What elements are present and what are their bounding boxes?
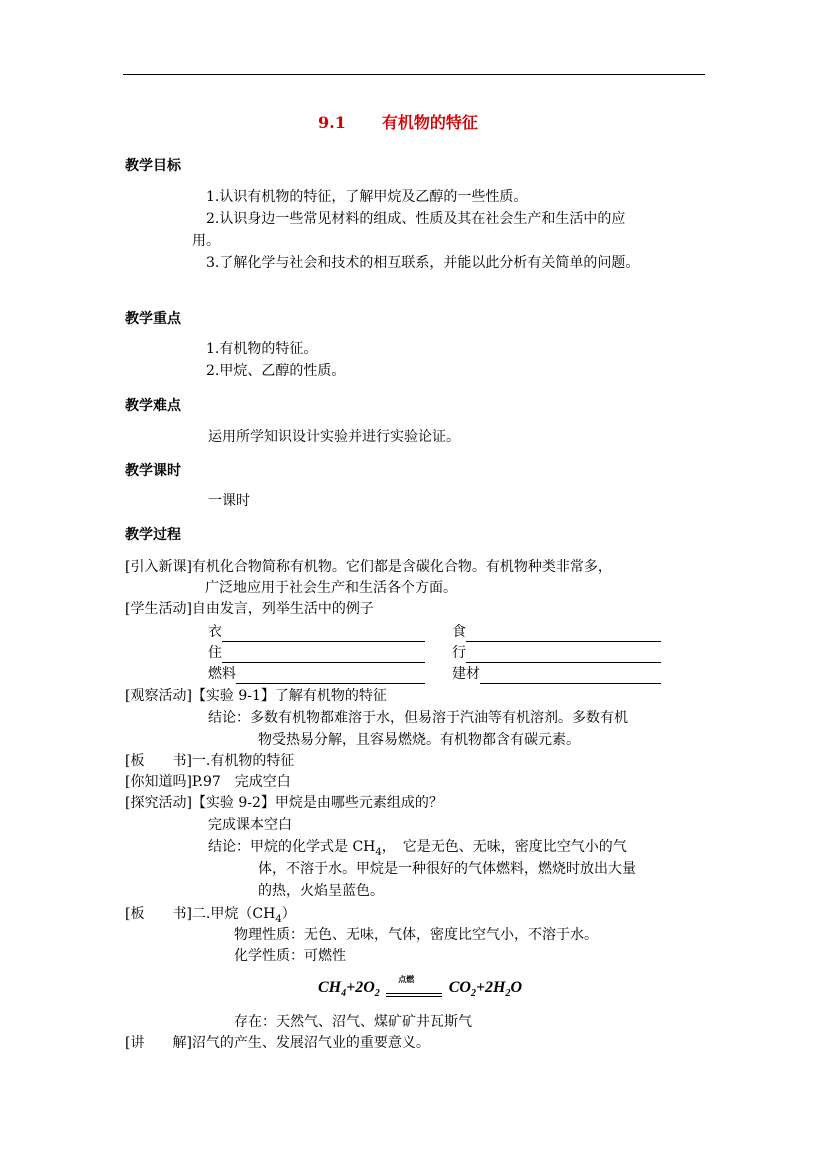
header-rule (123, 74, 705, 75)
difficulties-heading: 教学难点 (125, 398, 181, 414)
did-you-know: [你知道吗]P.97 完成空白 (125, 774, 291, 790)
board-note-1-text: 一.有机物的特征 (191, 753, 295, 769)
equation-lhs-a-sub: 4 (341, 988, 347, 1000)
title-text: 有机物的特征 (381, 113, 478, 132)
blank-food (452, 622, 661, 642)
blank-housing (208, 643, 425, 663)
equation-lhs (318, 979, 380, 1000)
observe-activity: [观察活动]【实验 9-1】了解有机物的特征 (125, 688, 387, 704)
blank-clothing-line (222, 627, 425, 642)
intro-line-2: 广泛地应用于社会生产和生活各个方面。 (205, 580, 457, 596)
blank-building-label: 建材 (452, 666, 480, 682)
blank-housing-label: 住 (208, 645, 222, 661)
equation-lhs-b-sub: 2 (374, 988, 380, 1000)
equation-lhs-a: CH (318, 979, 342, 996)
lecture-text: [讲 解]沼气的产生、发展沼气业的重要意义。 (125, 1035, 430, 1051)
blank-fuel-label: 燃料 (208, 666, 236, 682)
conclusion-2-label: 结论： (208, 839, 250, 855)
key-points-heading: 教学重点 (125, 311, 181, 327)
equation-rhs-c: O (510, 979, 523, 996)
blank-building-line (480, 669, 661, 684)
equation-rhs-a-sub: 2 (470, 988, 476, 1000)
conclusion-2-text-b: ， 它是无色、无味，密度比空气小的气 (381, 839, 627, 855)
intro-line-1: [引入新课]有机化合物简称有机物。它们都是含碳化合物。有机物种类非常多， (125, 559, 612, 575)
conclusion-2-line-2: 体，不溶于水。甲烷是一种很好的气体燃料，燃烧时放出大量 (258, 861, 636, 877)
title-number: 9.1 (318, 113, 346, 132)
explore-activity: [探究活动]【实验 9-2】甲烷是由哪些元素组成的？ (125, 795, 443, 811)
conclusion-2-text-a: 甲烷的化学式是 CH (250, 839, 376, 855)
blank-fuel-line (236, 669, 425, 684)
blank-travel-label: 行 (452, 645, 466, 661)
objective-item-3: 3.了解化学与社会和技术的相互联系，并能以此分析有关简单的问题。 (206, 255, 640, 271)
equation-lhs-b: +2O (346, 979, 375, 996)
chemical-properties: 化学性质：可燃性 (234, 948, 346, 964)
board-note-2-tag: [板 书] (125, 906, 192, 922)
blank-clothing (208, 622, 425, 642)
blank-travel (452, 643, 661, 663)
blank-travel-line (466, 648, 661, 663)
objective-item-2-cont: 用。 (192, 233, 220, 249)
conclusion-1-line-1: 结论：多数有机物都难溶于水，但易溶于汽油等有机溶剂。多数有机 (208, 710, 628, 726)
existence-text: 存在：天然气、沼气、煤矿矿井瓦斯气 (234, 1014, 472, 1030)
blank-housing-line (222, 648, 425, 663)
equation-line-top (386, 993, 442, 994)
blank-food-label: 食 (452, 624, 466, 640)
equation-arrow (384, 974, 444, 1006)
physical-properties: 物理性质：无色、无味，气体，密度比空气小，不溶于水。 (234, 927, 598, 943)
student-activity: [学生活动]自由发言，列举生活中的例子 (125, 601, 374, 617)
equation-line-bottom (386, 996, 442, 997)
board-note-2-text-b: ） (281, 906, 296, 922)
equation-rhs (448, 979, 523, 1000)
blank-food-line (466, 627, 661, 642)
conclusion-1-line-2: 物受热易分解，且容易燃烧。有机物都含有碳元素。 (258, 732, 580, 748)
equation-rhs-b-sub: 2 (505, 988, 511, 1000)
equation-condition: 点燃 (398, 974, 415, 985)
key-point-2: 2.甲烷、乙醇的性质。 (206, 363, 346, 379)
complete-text: 完成课本空白 (208, 817, 292, 833)
board-note-2-text-a: 二.甲烷（CH (191, 906, 276, 922)
difficulties-text: 运用所学知识设计实验并进行实验论证。 (208, 429, 460, 445)
blank-building (452, 664, 661, 684)
board-note-2-sub: 4 (275, 913, 282, 925)
conclusion-2-sub: 4 (375, 846, 382, 858)
combustion-equation (318, 976, 522, 1006)
hours-heading: 教学课时 (125, 463, 181, 479)
key-point-1: 1.有机物的特征。 (206, 341, 318, 357)
equation-rhs-b: +2H (475, 979, 506, 996)
conclusion-2-line-3: 的热，火焰呈蓝色。 (258, 883, 384, 899)
objectives-heading: 教学目标 (125, 158, 181, 174)
objective-item-2: 2.认识身边一些常见材料的组成、性质及其在社会生产和生活中的应 (206, 211, 626, 227)
equation-rhs-a: CO (448, 979, 471, 996)
page-title (318, 113, 478, 133)
blank-clothing-label: 衣 (208, 624, 222, 640)
hours-text: 一课时 (208, 493, 250, 509)
objective-item-1: 1.认识有机物的特征，了解甲烷及乙醇的一些性质。 (206, 189, 528, 205)
process-heading: 教学过程 (125, 527, 181, 543)
board-note-1 (125, 751, 294, 771)
board-note-1-tag: [板 书] (125, 753, 192, 769)
blank-fuel (208, 664, 425, 684)
